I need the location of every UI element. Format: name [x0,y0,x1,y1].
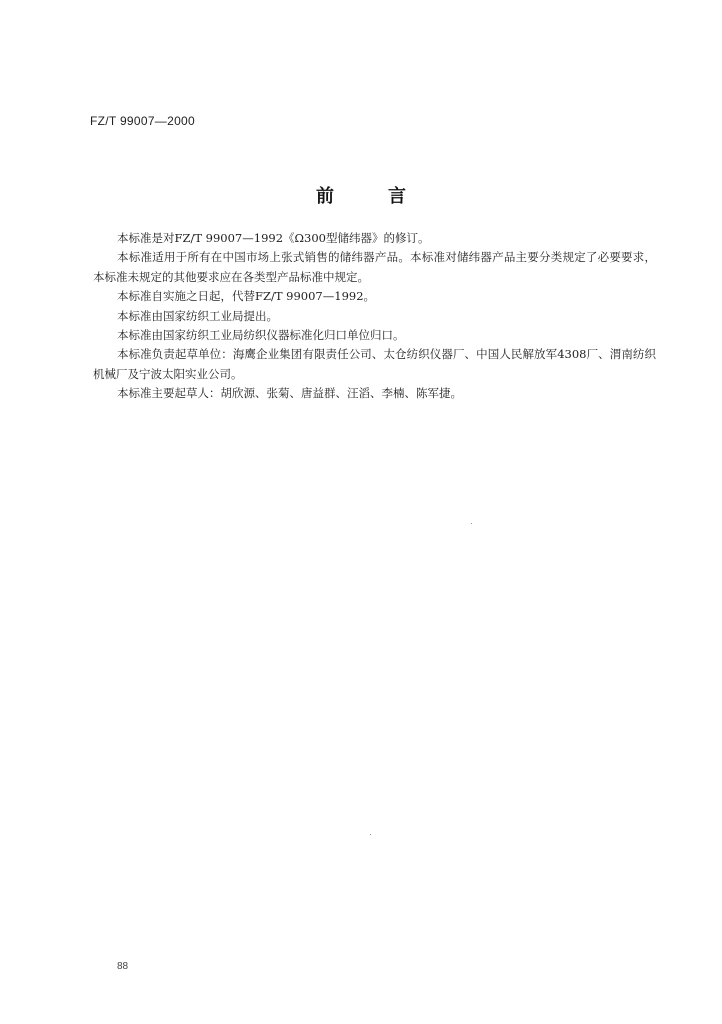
paragraph-proposer: 本标准由国家纺织工业局提出。 [117,308,278,323]
paragraph-revision: 本标准是对FZ/T 99007—1992《Ω300型储纬器》的修订。 [117,231,430,245]
preface-body [93,229,656,404]
standard-code: FZ/T 99007—2000 [90,114,196,128]
paragraph-drafters: 本标准主要起草人：胡欣源、张菊、唐益群、汪滔、李楠、陈军捷。 [117,386,462,401]
paragraph-drafting-units: 本标准负责起草单位：海鹰企业集团有限责任公司、太仓纺织仪器厂、中国人民解放军4308厂、渭南纺织机械厂及宁波太阳实业公司。 [93,347,656,381]
paragraph-replacement: 本标准自实施之日起，代替FZ/T 99007—1992。 [117,289,376,304]
paragraph-administrator: 本标准由国家纺织工业局纺织仪器标准化归口单位归口。 [117,328,405,343]
page-title [0,182,722,208]
scan-speck [471,523,472,524]
page-number: 88 [117,961,129,972]
title-char-1: 前 [316,186,334,207]
scan-speck [370,834,371,835]
paragraph-scope: 本标准适用于所有在中国市场上张式销售的储纬器产品。本标准对储纬器产品主要分类规定了必要要求，本标准未规定的其他要求应在各类型产品标准中规定。 [93,250,656,284]
title-char-2: 言 [388,186,406,207]
